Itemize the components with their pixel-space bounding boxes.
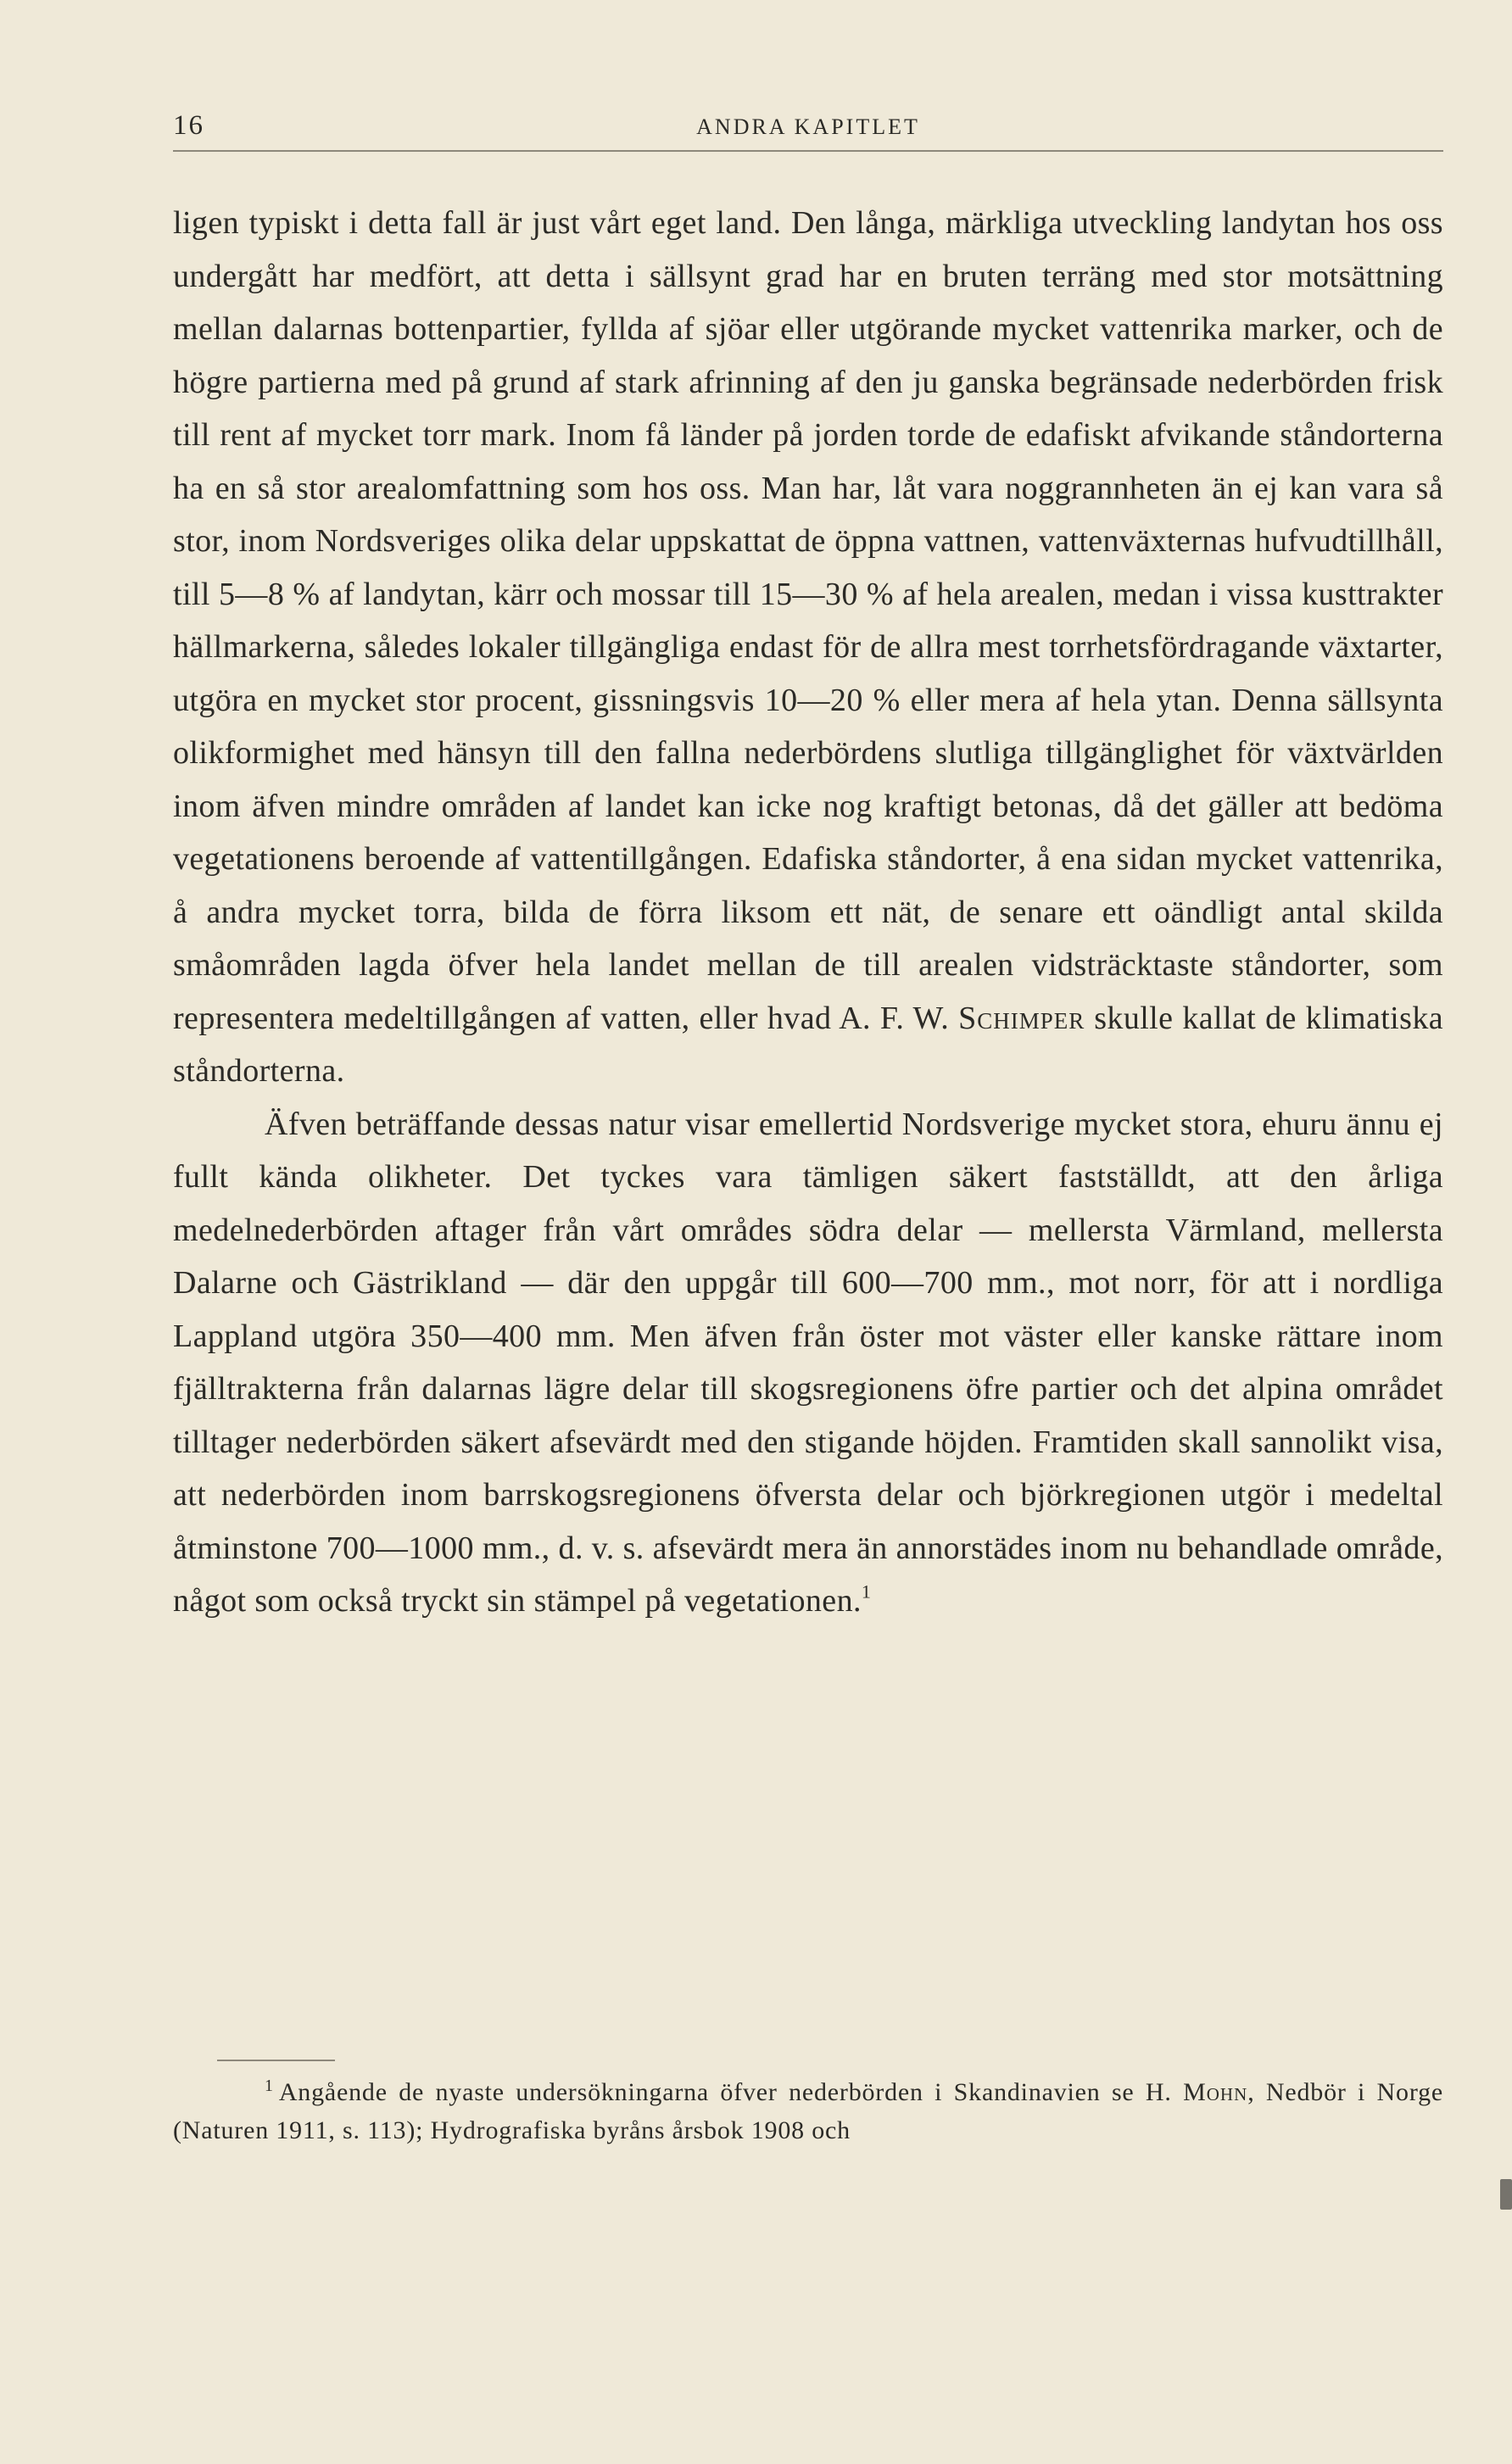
main-text	[173, 197, 1443, 1628]
footnote-author: Mohn	[1183, 2078, 1248, 2106]
running-header	[173, 106, 1443, 152]
paragraph-text: ligen typiskt i detta fall är just vårt eget land. Den långa, märkliga utveckling landytan hos oss undergått har medfört, att detta i sällsynt grad har en bruten terräng med stor motsättning mellan dalarnas bottenpartier, fyllda af sjöar eller utgörande mycket vattenrika marker, och de högre partierna med på grund af stark afrinning af den ju ganska begränsade nederbörden frisk till rent af mycket torr mark. Inom få länder på jorden torde de edafiskt afvikande ståndorterna ha en så stor arealomfattning som hos oss. Man har, låt vara noggrannheten än ej kan vara så stor, inom Nordsveriges olika delar uppskattat de öppna vattnen, vattenväxternas hufvudtillhåll, till 5—8 % af landytan, kärr och mossar till 15—30 % af hela arealen, medan i vissa kusttrakter hällmarkerna, således lokaler tillgängliga endast för de allra mest torrhetsfördragande växtarter, utgöra en mycket stor procent, gissningsvis 10—20 % eller mera af hela ytan. Denna sällsynta olikformighet med hänsyn till den fallna nederbördens slutliga tillgänglighet för växtvärlden inom äfven mindre områden af landet kan icke nog kraftigt betonas, då det gäller att bedöma vegetationens beroende af vattentillgången. Edafiska ståndorter, å ena sidan mycket vattenrika, å andra mycket torra, bilda de förra liksom ett nät, de senare ett oändligt antal skilda småområden lagda öfver hela landet mellan de till arealen vidsträcktaste ståndorter, som representera medeltillgången af vatten, eller hvad A. F. W.	[173, 205, 1443, 1036]
running-title: ANDRA KAPITLET	[696, 114, 920, 139]
paragraph-precipitation	[173, 1098, 1443, 1628]
author-name: Schimper	[958, 1000, 1085, 1036]
footnote-reference: 1	[861, 1580, 872, 1603]
footnote-separator	[217, 2060, 335, 2061]
footnote-text-end: , Nedbör i Norge (Naturen 1911, s. 113); Hydrografiska byråns årsbok 1908 och	[173, 2078, 1443, 2144]
paragraph-water-conditions	[173, 197, 1443, 1098]
scan-edge-mark	[1500, 2179, 1512, 2210]
paragraph-text: Äfven beträffande dessas natur visar emellertid Nordsverige mycket stora, ehuru ännu ej fullt kända olikheter. Det tyckes vara tämligen säkert fastställdt, att den årliga medelnederbörden aftager från vårt områdes södra delar — mellersta Värmland, mellersta Dalarne och Gästrikland — där den uppgår till 600—700 mm., mot norr, för att i nordliga Lappland utgöra 350—400 mm. Men äfven från öster mot väster eller kanske rättare inom fjälltrakterna från dalarnas lägre delar till skogsregionens öfre partier och det alpina området tilltager nederbörden säkert afsevärdt med den stigande höjden. Framtiden skall sannolikt visa, att nederbörden inom barrskogsregionens öfversta delar och björkregionen utgör i medeltal åtminstone 700—1000 mm., d. v. s. afsevärdt mera än annorstädes inom nu behandlade område, något som också tryckt sin stämpel på vegetationen.	[173, 1106, 1443, 1619]
page-number: 16	[173, 110, 204, 141]
footnote-number: 1	[265, 2077, 274, 2095]
footnote	[173, 2073, 1443, 2149]
footnote-text-start: Angående de nyaste undersökningarna öfver nederbörden i Skandinavien se H.	[278, 2078, 1172, 2106]
paragraph-ending: skulle kallat de klimatiska ståndorterna.	[173, 1000, 1443, 1089]
